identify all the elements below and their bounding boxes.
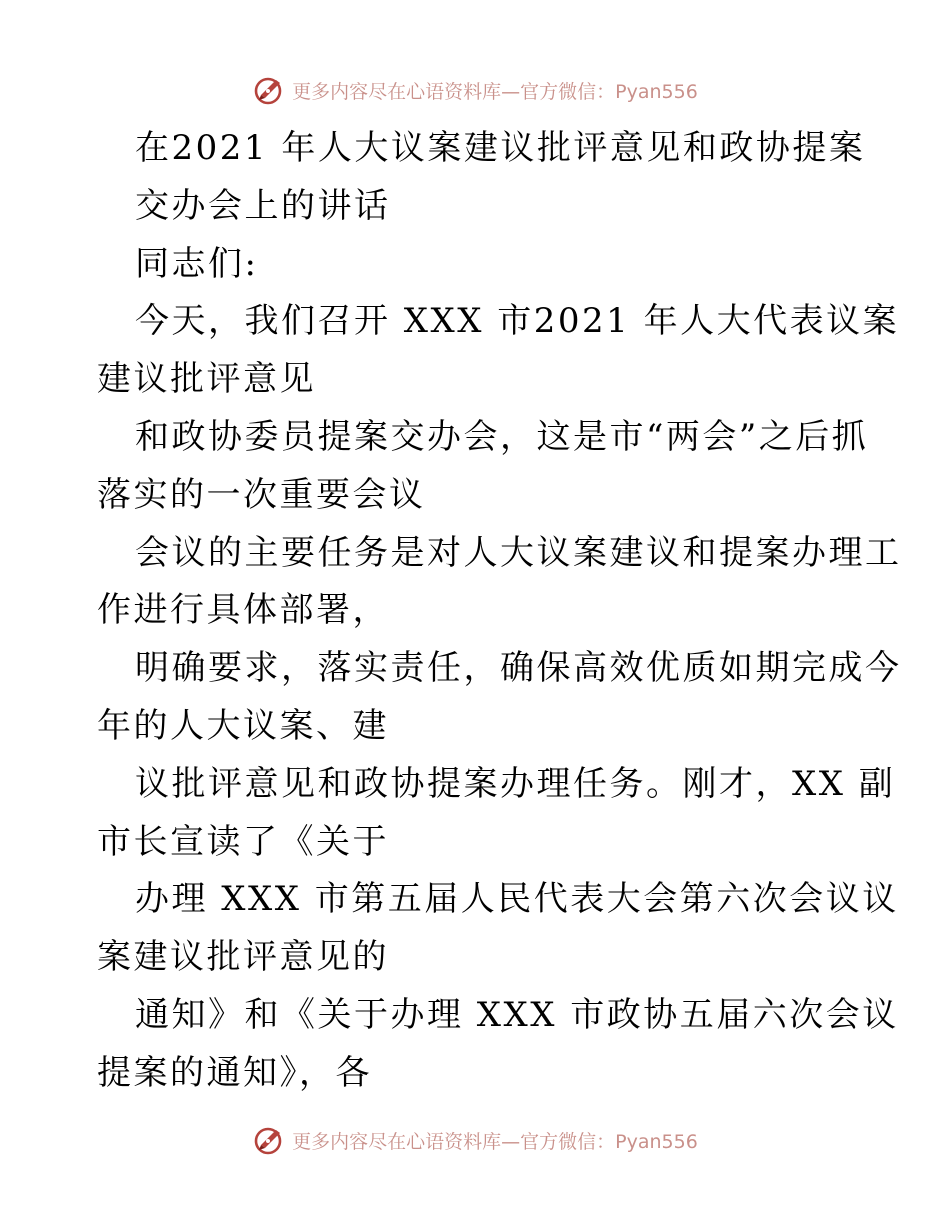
text-line: 市长宣读了《关于 xyxy=(97,821,389,862)
header-banner-content xyxy=(252,73,698,107)
text-line: 交办会上的讲话 xyxy=(135,185,391,226)
footer-banner-text: 更多内容尽在心语资料库—官方微信：Pyan556 xyxy=(292,1130,698,1153)
text-line: 在2021 年人大议案建议批评意见和政协提案 xyxy=(135,128,866,168)
text-line: 议批评意见和政协提案办理任务。刚才，XX 副 xyxy=(135,763,896,804)
text-line: 和政协委员提案交办会，这是市“两会”之后抓 xyxy=(135,416,869,457)
text-line: 年的人大议案、建 xyxy=(97,705,389,746)
text-line: 今天，我们召开 XXX 市2021 年人大代表议案 xyxy=(135,301,900,342)
document-body xyxy=(97,120,902,1103)
text-line: 提案的通知》，各 xyxy=(97,1052,372,1093)
footer-banner-content xyxy=(252,1123,698,1157)
text-line: 同志们: xyxy=(135,243,259,284)
text-line: 作进行具体部署， xyxy=(97,590,389,631)
text-line: 建议批评意见 xyxy=(97,359,316,400)
pen-circle-logo-icon xyxy=(252,73,286,107)
text-line: 明确要求，落实责任，确保高效优质如期完成今 xyxy=(135,648,902,689)
footer-banner xyxy=(0,1120,950,1160)
pen-circle-logo-icon xyxy=(252,1123,286,1157)
text-line: 案建议批评意见的 xyxy=(97,937,389,978)
text-line: 通知》和《关于办理 XXX 市政协五届六次会议 xyxy=(135,994,899,1035)
text-line: 办理 XXX 市第五届人民代表大会第六次会议议 xyxy=(135,879,899,920)
text-line: 会议的主要任务是对人大议案建议和提案办理工 xyxy=(135,532,902,573)
text-line: 落实的一次重要会议 xyxy=(97,474,426,515)
header-banner xyxy=(0,70,950,110)
header-banner-text: 更多内容尽在心语资料库—官方微信：Pyan556 xyxy=(292,80,698,103)
